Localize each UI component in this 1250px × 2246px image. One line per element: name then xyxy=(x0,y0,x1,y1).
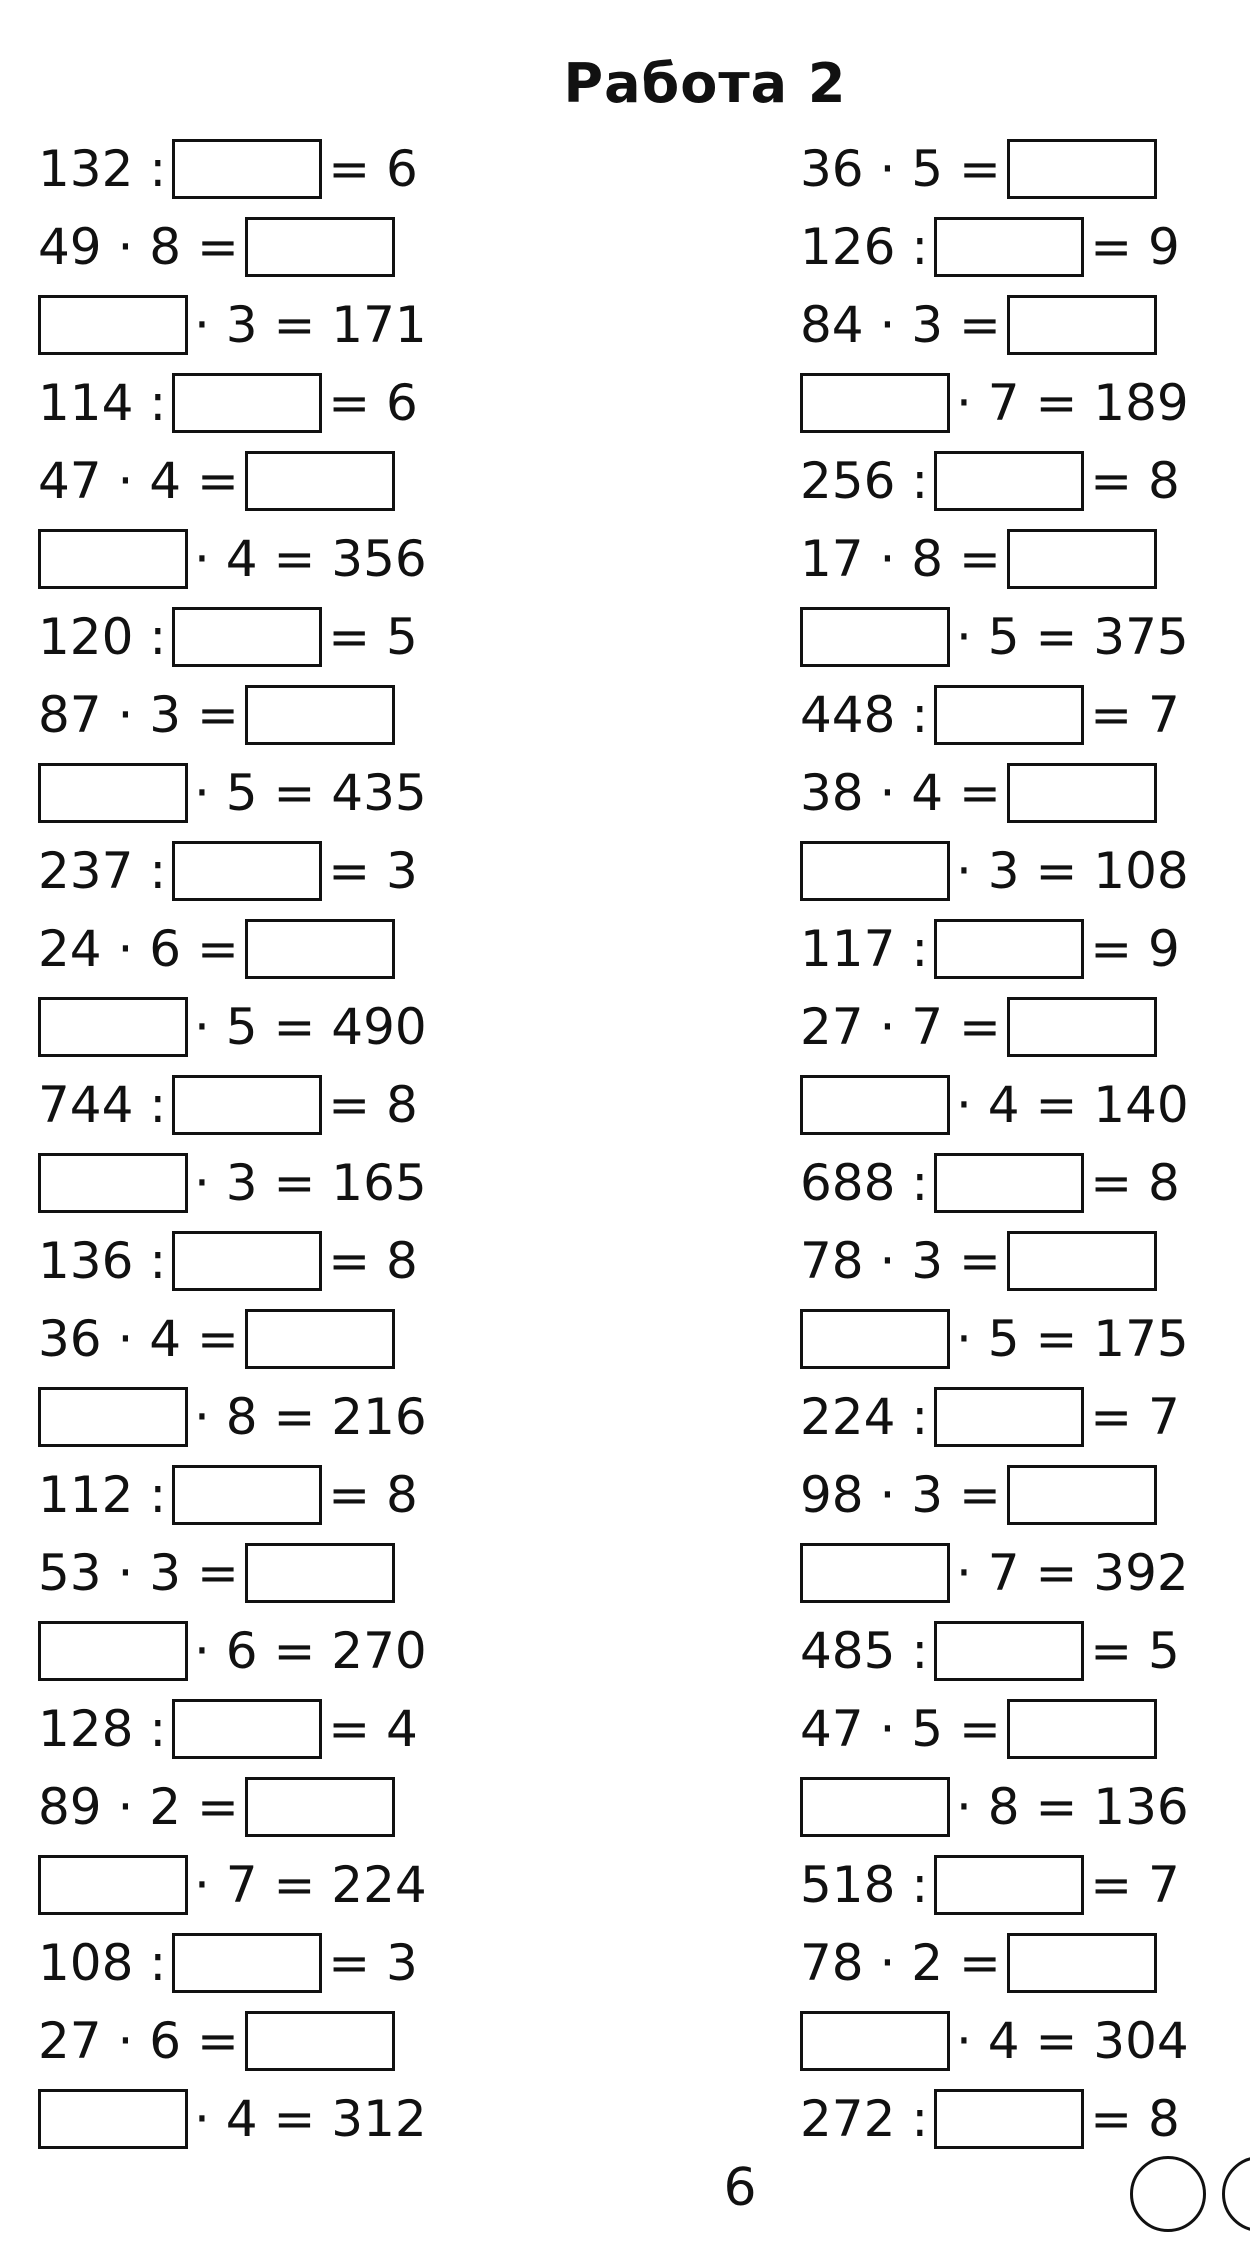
exercise-row xyxy=(800,1924,1189,2002)
answer-box[interactable] xyxy=(1007,1933,1157,1993)
answer-box[interactable] xyxy=(800,1075,950,1135)
expression-left: 112 : xyxy=(38,1466,167,1524)
answer-box[interactable] xyxy=(38,763,188,823)
expression-left: 36 · 5 = xyxy=(800,140,1001,198)
answer-box[interactable] xyxy=(934,919,1084,979)
expression-left: 36 · 4 = xyxy=(38,1310,239,1368)
exercise-row xyxy=(800,1534,1189,1612)
expression-right: = 8 xyxy=(328,1466,418,1524)
answer-box[interactable] xyxy=(800,1309,950,1369)
exercise-row xyxy=(38,1534,427,1612)
expression-right: = 4 xyxy=(328,1700,418,1758)
expression-left: 89 · 2 = xyxy=(38,1778,239,1836)
exercise-row xyxy=(800,910,1189,988)
exercise-row xyxy=(38,1300,427,1378)
answer-box[interactable] xyxy=(800,373,950,433)
expression-right: · 7 = 224 xyxy=(194,1856,427,1914)
expression-left: 87 · 3 = xyxy=(38,686,239,744)
exercise-row xyxy=(800,676,1189,754)
expression-left: 224 : xyxy=(800,1388,929,1446)
expression-left: 518 : xyxy=(800,1856,929,1914)
expression-left: 136 : xyxy=(38,1232,167,1290)
exercise-row xyxy=(38,676,427,754)
exercise-row xyxy=(38,1144,427,1222)
expression-left: 237 : xyxy=(38,842,167,900)
expression-left: 49 · 8 = xyxy=(38,218,239,276)
expression-left: 128 : xyxy=(38,1700,167,1758)
exercise-row xyxy=(38,520,427,598)
exercise-row xyxy=(38,1222,427,1300)
answer-box[interactable] xyxy=(245,451,395,511)
expression-right: = 8 xyxy=(328,1232,418,1290)
answer-box[interactable] xyxy=(800,1543,950,1603)
expression-left: 47 · 4 = xyxy=(38,452,239,510)
answer-box[interactable] xyxy=(934,1855,1084,1915)
answer-box[interactable] xyxy=(38,2089,188,2149)
expression-left: 117 : xyxy=(800,920,929,978)
answer-box[interactable] xyxy=(245,217,395,277)
exercise-row xyxy=(800,286,1189,364)
exercise-row xyxy=(38,2002,427,2080)
exercise-row xyxy=(38,1612,427,1690)
expression-left: 132 : xyxy=(38,140,167,198)
answer-box[interactable] xyxy=(1007,997,1157,1057)
expression-right: · 4 = 140 xyxy=(956,1076,1189,1134)
expression-right: = 7 xyxy=(1090,1856,1180,1914)
exercise-row xyxy=(38,832,427,910)
right-exercise-column xyxy=(800,130,1189,2158)
expression-left: 120 : xyxy=(38,608,167,666)
answer-box[interactable] xyxy=(245,1309,395,1369)
exercise-row xyxy=(38,598,427,676)
expression-right: · 8 = 136 xyxy=(956,1778,1189,1836)
answer-box[interactable] xyxy=(172,1075,322,1135)
exercise-row xyxy=(38,1924,427,2002)
exercise-row xyxy=(800,1768,1189,1846)
exercise-row xyxy=(38,1768,427,1846)
answer-box[interactable] xyxy=(245,2011,395,2071)
exercise-row xyxy=(800,1456,1189,1534)
answer-box[interactable] xyxy=(1007,1231,1157,1291)
exercise-row xyxy=(38,286,427,364)
expression-right: · 4 = 356 xyxy=(194,530,427,588)
expression-right: · 5 = 175 xyxy=(956,1310,1189,1368)
exercise-row xyxy=(38,442,427,520)
answer-box[interactable] xyxy=(1007,295,1157,355)
exercise-row xyxy=(800,520,1189,598)
expression-right: · 5 = 435 xyxy=(194,764,427,822)
answer-box[interactable] xyxy=(800,2011,950,2071)
expression-right: · 8 = 216 xyxy=(194,1388,427,1446)
exercise-row xyxy=(800,208,1189,286)
answer-box[interactable] xyxy=(1007,1465,1157,1525)
expression-left: 47 · 5 = xyxy=(800,1700,1001,1758)
exercise-row xyxy=(800,1066,1189,1144)
expression-right: = 8 xyxy=(1090,2090,1180,2148)
expression-right: = 3 xyxy=(328,1934,418,1992)
exercise-row xyxy=(800,754,1189,832)
answer-box[interactable] xyxy=(245,685,395,745)
answer-box[interactable] xyxy=(934,685,1084,745)
answer-box[interactable] xyxy=(172,139,322,199)
expression-left: 114 : xyxy=(38,374,167,432)
exercise-row xyxy=(38,208,427,286)
answer-box[interactable] xyxy=(38,1621,188,1681)
expression-left: 688 : xyxy=(800,1154,929,1212)
expression-left: 448 : xyxy=(800,686,929,744)
exercise-row xyxy=(800,1300,1189,1378)
expression-left: 78 · 3 = xyxy=(800,1232,1001,1290)
exercise-row xyxy=(800,598,1189,676)
exercise-row xyxy=(800,988,1189,1066)
exercise-row xyxy=(800,1144,1189,1222)
answer-box[interactable] xyxy=(38,997,188,1057)
expression-right: · 3 = 171 xyxy=(194,296,427,354)
expression-right: · 3 = 165 xyxy=(194,1154,427,1212)
answer-box[interactable] xyxy=(934,2089,1084,2149)
answer-box[interactable] xyxy=(172,1699,322,1759)
expression-right: · 7 = 392 xyxy=(956,1544,1189,1602)
expression-right: = 9 xyxy=(1090,920,1180,978)
exercise-row xyxy=(38,130,427,208)
exercise-row xyxy=(800,832,1189,910)
page-title: Работа 2 xyxy=(563,52,847,115)
expression-right: · 6 = 270 xyxy=(194,1622,427,1680)
answer-box[interactable] xyxy=(1007,139,1157,199)
expression-left: 485 : xyxy=(800,1622,929,1680)
answer-box[interactable] xyxy=(934,1621,1084,1681)
exercise-row xyxy=(38,754,427,832)
exercise-row xyxy=(38,988,427,1066)
expression-left: 24 · 6 = xyxy=(38,920,239,978)
exercise-row xyxy=(800,2080,1189,2158)
expression-right: = 8 xyxy=(1090,452,1180,510)
answer-box[interactable] xyxy=(800,607,950,667)
expression-left: 53 · 3 = xyxy=(38,1544,239,1602)
expression-left: 108 : xyxy=(38,1934,167,1992)
answer-box[interactable] xyxy=(1007,763,1157,823)
answer-box[interactable] xyxy=(38,295,188,355)
expression-right: · 4 = 312 xyxy=(194,2090,427,2148)
expression-left: 98 · 3 = xyxy=(800,1466,1001,1524)
expression-right: · 4 = 304 xyxy=(956,2012,1189,2070)
expression-left: 27 · 6 = xyxy=(38,2012,239,2070)
expression-left: 126 : xyxy=(800,218,929,276)
page-number: 6 xyxy=(723,2158,757,2218)
exercise-row xyxy=(38,364,427,442)
exercise-row xyxy=(800,130,1189,208)
exercise-row xyxy=(800,442,1189,520)
exercise-row xyxy=(38,1846,427,1924)
expression-right: · 3 = 108 xyxy=(956,842,1189,900)
exercise-row xyxy=(38,1066,427,1144)
answer-box[interactable] xyxy=(38,1387,188,1447)
exercise-row xyxy=(800,1846,1189,1924)
expression-left: 84 · 3 = xyxy=(800,296,1001,354)
answer-box[interactable] xyxy=(245,1777,395,1837)
expression-left: 17 · 8 = xyxy=(800,530,1001,588)
exercise-row xyxy=(38,1456,427,1534)
answer-box[interactable] xyxy=(245,1543,395,1603)
expression-right: = 5 xyxy=(1090,1622,1180,1680)
answer-box[interactable] xyxy=(172,1465,322,1525)
exercise-row xyxy=(800,1378,1189,1456)
exercise-row xyxy=(800,364,1189,442)
answer-box[interactable] xyxy=(38,1153,188,1213)
exercise-row xyxy=(800,1690,1189,1768)
expression-left: 38 · 4 = xyxy=(800,764,1001,822)
exercise-row xyxy=(800,1612,1189,1690)
exercise-row xyxy=(800,1222,1189,1300)
expression-right: · 5 = 490 xyxy=(194,998,427,1056)
expression-right: = 6 xyxy=(328,374,418,432)
expression-right: · 5 = 375 xyxy=(956,608,1189,666)
answer-box[interactable] xyxy=(38,529,188,589)
grade-circle xyxy=(1130,2156,1206,2232)
expression-left: 744 : xyxy=(38,1076,167,1134)
expression-right: = 9 xyxy=(1090,218,1180,276)
expression-right: = 3 xyxy=(328,842,418,900)
exercise-row xyxy=(38,910,427,988)
exercise-row xyxy=(38,1690,427,1768)
expression-left: 256 : xyxy=(800,452,929,510)
expression-left: 78 · 2 = xyxy=(800,1934,1001,1992)
answer-box[interactable] xyxy=(245,919,395,979)
expression-right: = 8 xyxy=(1090,1154,1180,1212)
expression-right: = 5 xyxy=(328,608,418,666)
expression-left: 27 · 7 = xyxy=(800,998,1001,1056)
answer-box[interactable] xyxy=(934,451,1084,511)
left-exercise-column xyxy=(38,130,427,2158)
exercise-row xyxy=(800,2002,1189,2080)
answer-box[interactable] xyxy=(38,1855,188,1915)
expression-right: = 8 xyxy=(328,1076,418,1134)
answer-box[interactable] xyxy=(172,841,322,901)
answer-box[interactable] xyxy=(934,217,1084,277)
answer-box[interactable] xyxy=(934,1153,1084,1213)
expression-right: = 7 xyxy=(1090,1388,1180,1446)
answer-box[interactable] xyxy=(172,373,322,433)
answer-box[interactable] xyxy=(934,1387,1084,1447)
answer-box[interactable] xyxy=(172,1933,322,1993)
exercise-row xyxy=(38,1378,427,1456)
answer-box[interactable] xyxy=(172,607,322,667)
answer-box[interactable] xyxy=(800,1777,950,1837)
answer-box[interactable] xyxy=(1007,529,1157,589)
expression-right: = 6 xyxy=(328,140,418,198)
exercise-row xyxy=(38,2080,427,2158)
answer-box[interactable] xyxy=(800,841,950,901)
expression-right: · 7 = 189 xyxy=(956,374,1189,432)
expression-right: = 7 xyxy=(1090,686,1180,744)
expression-left: 272 : xyxy=(800,2090,929,2148)
answer-box[interactable] xyxy=(1007,1699,1157,1759)
answer-box[interactable] xyxy=(172,1231,322,1291)
